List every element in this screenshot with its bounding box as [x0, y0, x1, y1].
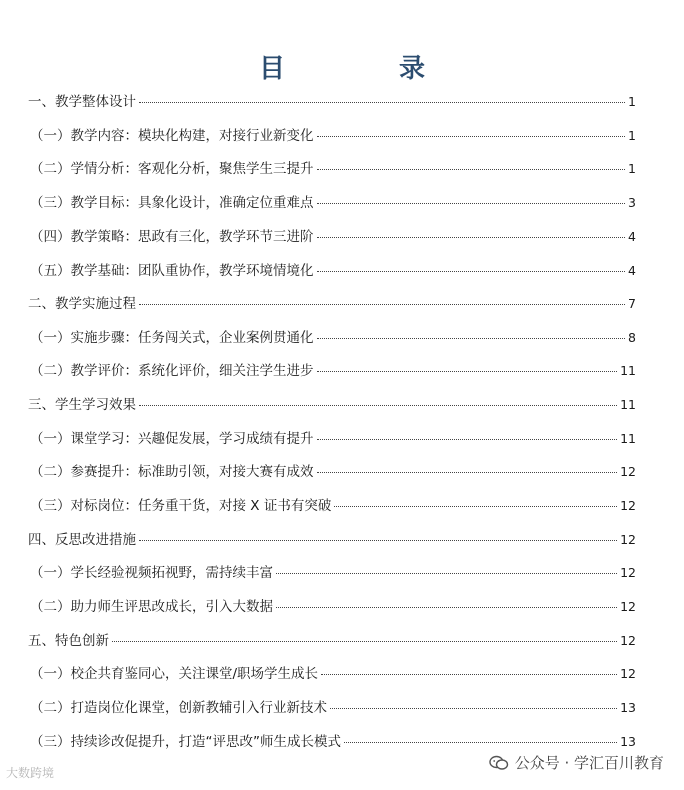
toc-page-number: 12 — [620, 666, 636, 681]
toc-entry-text: （二）学情分析：客观化分析，聚焦学生三提升 — [30, 161, 314, 177]
toc-subsection-entry[interactable] — [30, 329, 636, 347]
toc-section-entry[interactable] — [28, 632, 636, 650]
toc-page-number: 1 — [628, 94, 636, 109]
toc-page-number: 11 — [620, 397, 636, 412]
toc-section-entry[interactable] — [28, 93, 636, 111]
toc-entry-text: （三）持续诊改促提升，打造“评思改”师生成长模式 — [30, 734, 341, 750]
toc-subsection-entry[interactable] — [30, 262, 636, 280]
dot-leader — [139, 405, 617, 406]
toc-subsection-entry[interactable] — [30, 194, 636, 212]
toc-entry-text: （二）助力师生评思改成长，引入大数据 — [30, 599, 273, 615]
wechat-icon — [489, 755, 509, 771]
toc-subsection-entry[interactable] — [30, 228, 636, 246]
toc-subsection-entry[interactable] — [30, 127, 636, 145]
dot-leader — [317, 169, 626, 170]
toc-page-number: 12 — [620, 532, 636, 547]
toc-subsection-entry[interactable] — [30, 699, 636, 717]
toc-page-number: 13 — [620, 700, 636, 715]
toc-page-number: 11 — [620, 431, 636, 446]
dot-leader — [317, 136, 626, 137]
toc-entry-text: （一）学长经验视频拓视野，需持续丰富 — [30, 565, 273, 581]
toc-entry-text: （一）课堂学习：兴趣促发展，学习成绩有提升 — [30, 431, 314, 447]
toc-page-number: 12 — [620, 498, 636, 513]
toc-entry-text: 三、学生学习效果 — [28, 397, 136, 413]
source-watermark: 大数跨境 — [6, 766, 55, 780]
toc-page-number: 3 — [628, 195, 636, 210]
toc-entry-text: （一）实施步骤：任务闯关式，企业案例贯通化 — [30, 330, 314, 346]
dot-leader — [321, 674, 617, 675]
toc-subsection-entry[interactable] — [30, 598, 636, 616]
dot-leader — [317, 237, 626, 238]
toc-entry-text: （四）教学策略：思政有三化，教学环节三进阶 — [30, 229, 314, 245]
toc-page-number: 1 — [628, 128, 636, 143]
wechat-account-watermark — [489, 752, 664, 773]
toc-entry-text: （二）参赛提升：标准助引领，对接大赛有成效 — [30, 464, 314, 480]
dot-leader — [330, 708, 617, 709]
toc-entry-text: （五）教学基础：团队重协作，教学环境情境化 — [30, 263, 314, 279]
toc-section-entry[interactable] — [28, 295, 636, 313]
dot-leader — [334, 506, 617, 507]
dot-leader — [317, 371, 618, 372]
dot-leader — [139, 102, 625, 103]
dot-leader — [317, 472, 618, 473]
toc-subsection-entry[interactable] — [30, 564, 636, 582]
toc-entry-text: 一、教学整体设计 — [28, 94, 136, 110]
toc-page-number: 11 — [620, 363, 636, 378]
toc-subsection-entry[interactable] — [30, 463, 636, 481]
toc-entry-text: （一）教学内容：模块化构建，对接行业新变化 — [30, 128, 314, 144]
toc-page-number: 12 — [620, 633, 636, 648]
dot-leader — [317, 338, 626, 339]
toc-entry-text: 四、反思改进措施 — [28, 532, 136, 548]
toc-entry-text: （一）校企共育鉴同心，关注课堂/职场学生成长 — [30, 666, 319, 682]
dot-leader — [276, 573, 617, 574]
dot-leader — [317, 203, 626, 204]
toc-page-number: 12 — [620, 464, 636, 479]
dot-leader — [139, 304, 625, 305]
dot-leader — [139, 540, 617, 541]
dot-leader — [317, 271, 626, 272]
toc-subsection-entry[interactable] — [30, 497, 636, 515]
toc-entry-text: （二）教学评价：系统化评价，细关注学生进步 — [30, 363, 314, 379]
dot-leader — [317, 439, 618, 440]
toc-subsection-entry[interactable] — [30, 362, 636, 380]
toc-page-number: 7 — [628, 296, 636, 311]
toc-section-entry[interactable] — [28, 396, 636, 414]
toc-page-number: 4 — [628, 263, 636, 278]
toc-title: 目 录 — [258, 54, 469, 84]
wechat-account-name: 公众号 · 学汇百川教育 — [514, 754, 664, 772]
toc-page-number: 4 — [628, 229, 636, 244]
toc-entry-text: （二）打造岗位化课堂，创新教辅引入行业新技术 — [30, 700, 327, 716]
toc-entry-text: （三）教学目标：具象化设计，准确定位重难点 — [30, 195, 314, 211]
toc-section-entry[interactable] — [28, 531, 636, 549]
toc-page-number: 12 — [620, 599, 636, 614]
toc-subsection-entry[interactable] — [30, 733, 636, 751]
toc-page-number: 13 — [620, 734, 636, 749]
dot-leader — [276, 607, 617, 608]
toc-entry-text: （三）对标岗位：任务重干货，对接 X 证书有突破 — [30, 498, 332, 514]
toc-subsection-entry[interactable] — [30, 430, 636, 448]
toc-page-number: 12 — [620, 565, 636, 580]
dot-leader — [344, 742, 617, 743]
toc-entry-text: 五、特色创新 — [28, 633, 109, 649]
toc-page-number: 8 — [628, 330, 636, 345]
toc-subsection-entry[interactable] — [30, 160, 636, 178]
toc-subsection-entry[interactable] — [30, 665, 636, 683]
dot-leader — [112, 641, 617, 642]
toc-page-number: 1 — [628, 161, 636, 176]
toc-entry-text: 二、教学实施过程 — [28, 296, 136, 312]
